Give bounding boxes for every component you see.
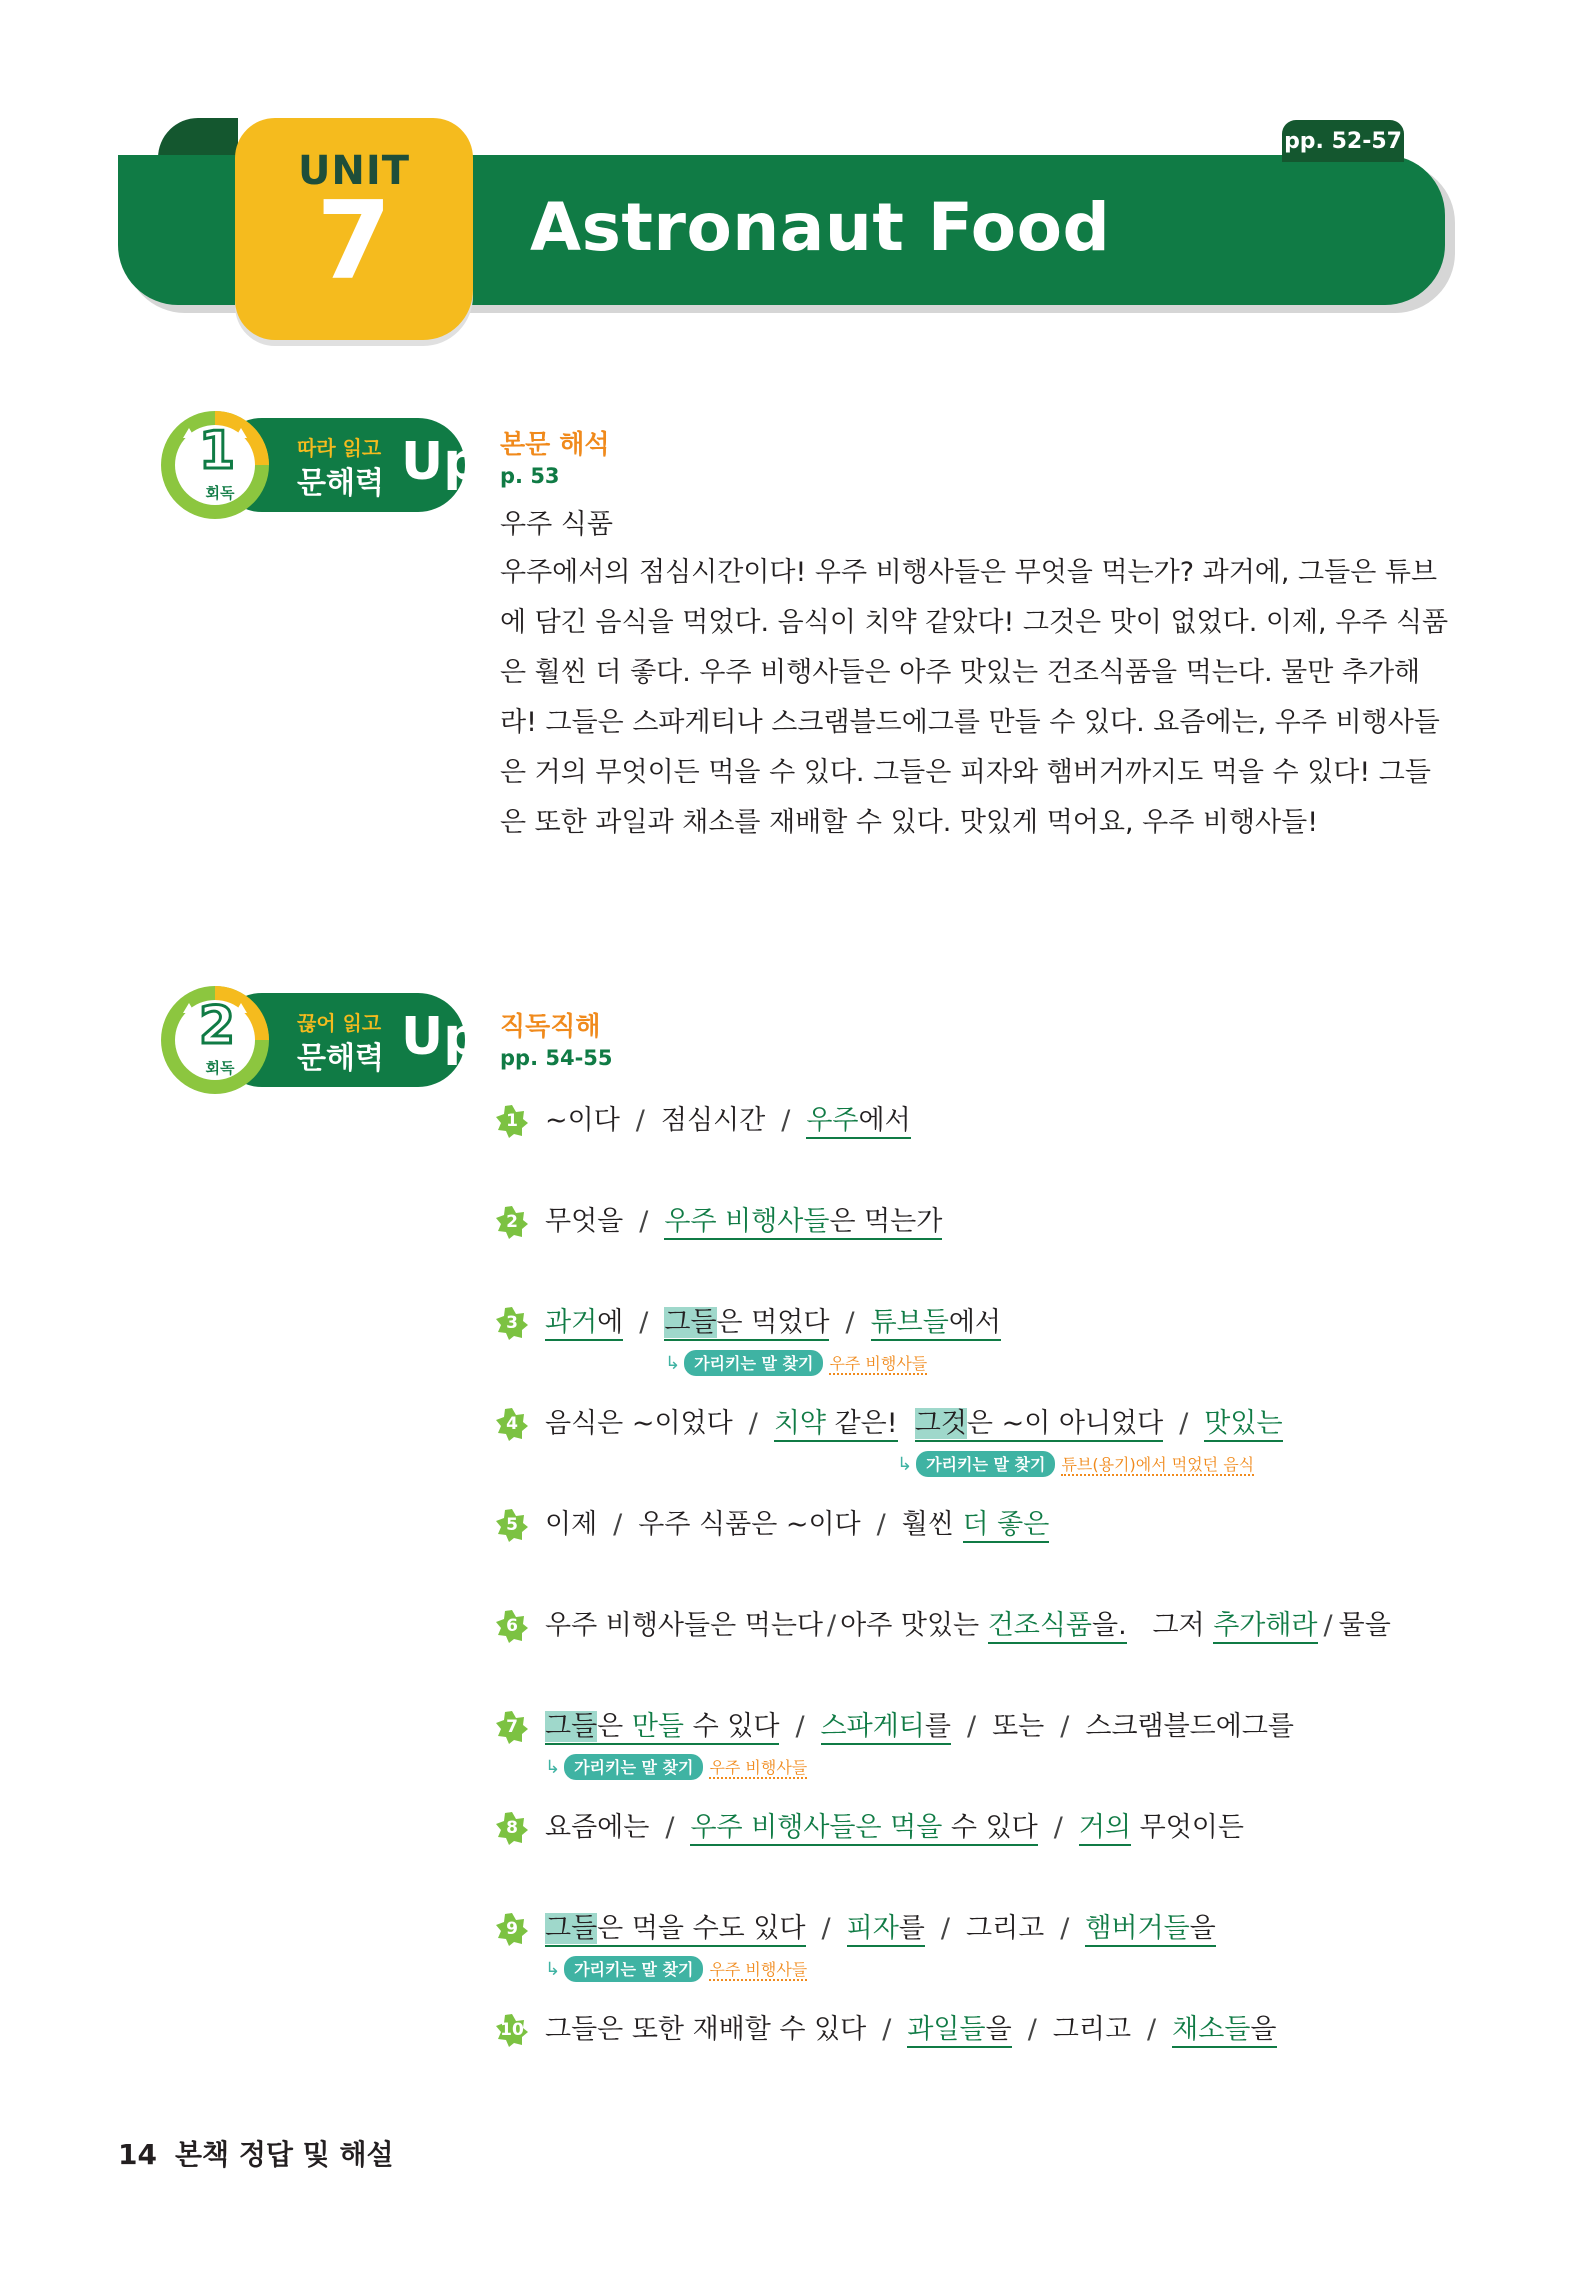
chunk: 음식은 ~이었다: [545, 1408, 733, 1439]
footer-label: 본책 정답 및 해설: [174, 2138, 394, 2171]
chunk: 같은!: [825, 1408, 898, 1439]
sentence-number: 3: [506, 1313, 518, 1333]
body-line: 은 훨씬 더 좋다. 우주 비행사들은 아주 맛있는 건조식품을 먹는다. 물만 추가해: [500, 657, 1421, 688]
chunk: 을: [1250, 2014, 1277, 2045]
unit-word: UNIT: [297, 148, 411, 194]
hint-answer: 튜브(용기)에서 먹었던 음식: [1061, 1455, 1255, 1474]
hint-label: 가리키는 말 찾기: [684, 1350, 823, 1376]
unit-number: 7: [316, 179, 392, 304]
round-number: 2: [198, 996, 236, 1056]
chunk: 을.: [1092, 1610, 1127, 1641]
chunk: 물을: [1338, 1610, 1391, 1641]
chunk: 우주 식품은 ~이다: [638, 1509, 861, 1540]
chunk: 이제: [545, 1509, 598, 1540]
chunk: 에서: [948, 1307, 1001, 1338]
round-number: 1: [198, 421, 236, 481]
body-line: 은 또한 과일과 채소를 재배할 수 있다. 맛있게 먹어요, 우주 비행사들!: [500, 807, 1319, 838]
chunk-key: 건조식품: [987, 1610, 1093, 1641]
chunk-key: 더 좋은: [963, 1509, 1050, 1543]
badge-top-text: 따라 읽고: [297, 436, 382, 460]
chunk: 무엇을: [545, 1206, 624, 1237]
chunk-highlight: 그들: [545, 1711, 598, 1742]
hint-answer: 우주 비행사들: [829, 1354, 928, 1373]
round-2-badge: [155, 985, 481, 1095]
chunk: 은: [597, 1711, 632, 1742]
chunk: 우주 비행사들은 먹는다: [545, 1610, 823, 1641]
chunk: 을: [1189, 1913, 1216, 1944]
chunk: 에: [597, 1307, 624, 1338]
section1-subtitle: 우주 식품: [500, 509, 613, 540]
chunked-line: ~이다 / 점심시간 / 우주에서: [545, 1098, 911, 1144]
body-line: 은 거의 무엇이든 먹을 수 있다. 그들은 피자와 햄버거까지도 먹을 수 있다! 그들: [500, 757, 1431, 788]
referent-hint: [545, 1754, 807, 1780]
section1-title: 본문 해석: [500, 430, 610, 460]
sentence-number: 5: [506, 1515, 518, 1535]
chunk-key: 채소들: [1172, 2014, 1251, 2045]
chunked-line: 우주 비행사들은 먹는다 / 아주 맛있는 건조식품을. 그저 추가해라 / 물을: [545, 1603, 1391, 1649]
chunk: 은 먹었다: [716, 1307, 830, 1338]
sentence-number: 4: [506, 1414, 518, 1434]
chunk-highlight: 그들: [545, 1913, 598, 1944]
chunked-line: 그들은 또한 재배할 수 있다 / 과일들을 / 그리고 / 채소들을: [545, 2007, 1277, 2053]
unit-box: [235, 118, 473, 340]
chunk: 을: [985, 2014, 1012, 2045]
chunk-key: 피자: [846, 1913, 899, 1944]
chunk: 그들은 또한 재배할 수 있다: [545, 2014, 867, 2045]
chunk: 수 있다: [684, 1711, 780, 1742]
chunked-line: 이제 / 우주 식품은 ~이다 / 훨씬 더 좋은: [545, 1502, 1049, 1548]
chunked-line: 음식은 ~이었다 / 치약 같은! 그것은 ~이 아니었다 / 맛있는: [545, 1401, 1283, 1447]
badge-main-text: 문해력: [297, 1041, 384, 1076]
section2-title: 직독직해: [500, 1012, 601, 1042]
referent-hint: [665, 1350, 927, 1376]
chunk-key: 스파게티: [820, 1711, 925, 1742]
chunk: 를: [898, 1913, 925, 1944]
chunked-line: 그들은 만들 수 있다 / 스파게티를 / 또는 / 스크램블드에그를: [545, 1704, 1294, 1750]
hint-arrow-icon: ↳: [545, 1757, 561, 1778]
body-line: 에 담긴 음식을 먹었다. 음식이 치약 같았다! 그것은 맛이 없었다. 이제, 우주 식품: [500, 607, 1449, 638]
pages-badge: [1282, 120, 1404, 162]
sentence-number: 1: [506, 1111, 518, 1131]
round-1-badge: [155, 410, 481, 520]
chunk: 그리고: [965, 1913, 1045, 1944]
referent-hint: [897, 1451, 1254, 1477]
chunk-key: 햄버거들: [1085, 1913, 1190, 1944]
chunk: 그리고: [1052, 2014, 1132, 2045]
hint-answer: 우주 비행사들: [709, 1960, 808, 1979]
chunked-line: 요즘에는 / 우주 비행사들은 먹을 수 있다 / 거의 무엇이든: [545, 1805, 1244, 1851]
chunk: 은 먹는가: [829, 1206, 943, 1237]
hint-label: 가리키는 말 찾기: [564, 1754, 703, 1780]
body-line: 라! 그들은 스파게티나 스크램블드에그를 만들 수 있다. 요즘에는, 우주 비행사들: [500, 707, 1440, 738]
chunk: 수 있다: [942, 1812, 1038, 1843]
sentence-number: 8: [506, 1818, 518, 1838]
page-title: Astronaut Food: [530, 189, 1111, 266]
pages-label: pp. 52-57: [1284, 129, 1402, 154]
badge-top-text: 끊어 읽고: [297, 1011, 382, 1035]
badge-up-text: Up: [401, 432, 481, 492]
sentence-number: 9: [506, 1919, 518, 1939]
round-word: 회독: [205, 484, 235, 502]
chunk-key: 만들: [631, 1711, 685, 1742]
round-word: 회독: [205, 1059, 235, 1077]
chunk-key: 우주 비행사들: [664, 1206, 830, 1237]
chunk-key: 튜브들: [870, 1307, 949, 1338]
chunk: 스크램블드에그를: [1085, 1711, 1295, 1742]
sentence-number: 6: [506, 1616, 518, 1636]
chunk: 그저: [1152, 1610, 1214, 1641]
chunk: 무엇이든: [1131, 1812, 1244, 1843]
hint-answer: 우주 비행사들: [709, 1758, 808, 1777]
sentence-number: 7: [506, 1717, 518, 1737]
body-line: 우주에서의 점심시간이다! 우주 비행사들은 무엇을 먹는가? 과거에, 그들은 튜브: [500, 557, 1438, 588]
chunked-line: 그들은 먹을 수도 있다 / 피자를 / 그리고 / 햄버거들을: [545, 1906, 1216, 1952]
hint-label: 가리키는 말 찾기: [564, 1956, 703, 1982]
chunk-key: 과거: [545, 1307, 598, 1338]
chunked-line: 과거에 / 그들은 먹었다 / 튜브들에서: [545, 1300, 1001, 1346]
chunk-key: 우주 비행사들은 먹을: [690, 1812, 943, 1843]
hint-arrow-icon: ↳: [897, 1454, 913, 1475]
chunk: 훨씬: [901, 1509, 963, 1540]
chunked-line: 무엇을 / 우주 비행사들은 먹는가: [545, 1199, 942, 1245]
chunk: 또는: [992, 1711, 1045, 1742]
translation-body: [500, 548, 1449, 848]
chunk: 에서: [858, 1105, 911, 1136]
hint-arrow-icon: ↳: [665, 1353, 681, 1374]
chunk-key: 거의: [1078, 1812, 1132, 1843]
chunk: 아주 맛있는: [840, 1610, 988, 1641]
chunk: 를: [924, 1711, 951, 1742]
chunk-key: 우주: [806, 1105, 859, 1136]
hint-arrow-icon: ↳: [545, 1959, 561, 1980]
hint-label: 가리키는 말 찾기: [916, 1451, 1055, 1477]
chunk-key: 맛있는: [1204, 1408, 1282, 1442]
chunk-key: 과일들: [907, 2014, 986, 2045]
badge-up-text: Up: [401, 1007, 481, 1067]
chunk-key: 추가해라: [1213, 1610, 1317, 1644]
chunk: ~이다: [545, 1105, 620, 1136]
chunk: 점심시간: [660, 1105, 766, 1136]
chunk-key: 치약: [773, 1408, 826, 1439]
page-number: 14: [118, 2138, 157, 2171]
chunk: 은 먹을 수도 있다: [597, 1913, 806, 1944]
chunk: 요즘에는: [545, 1812, 650, 1843]
sentence-number: 10: [500, 2020, 524, 2040]
chunk: 은 ~이 아니었다: [966, 1408, 1164, 1439]
chunk-highlight: 그것: [914, 1408, 967, 1439]
sentence-number: 2: [506, 1212, 518, 1232]
chunk-highlight: 그들: [664, 1307, 717, 1338]
section1-page: p. 53: [500, 464, 560, 488]
badge-main-text: 문해력: [297, 466, 384, 501]
referent-hint: [545, 1956, 807, 1982]
section2-page: pp. 54-55: [500, 1046, 613, 1070]
page-footer: [118, 2133, 394, 2173]
